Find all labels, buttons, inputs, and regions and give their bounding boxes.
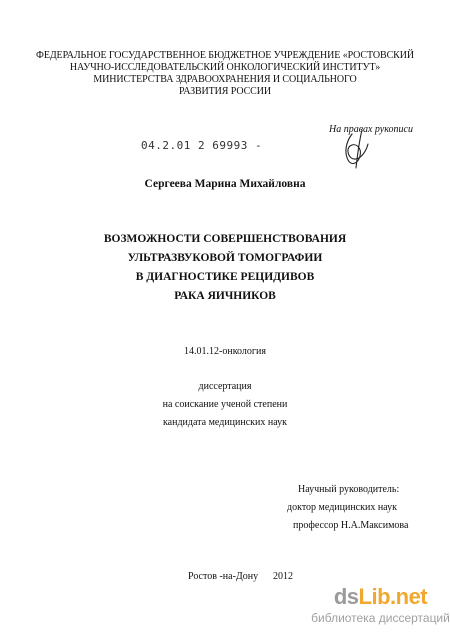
supervisor-name: профессор Н.А.Максимова <box>293 520 409 531</box>
logo-suffix: Lib.net <box>358 584 428 609</box>
dslib-watermark <box>311 578 450 632</box>
dslib-logo <box>311 584 450 610</box>
degree-line-2: на соискание ученой степени <box>162 399 288 410</box>
handwritten-signature <box>338 128 374 170</box>
logo-prefix: ds <box>333 584 359 609</box>
author-name: Сергеева Марина Михайловна <box>144 178 306 190</box>
thesis-title-line-3: В ДИАГНОСТИКЕ РЕЦИДИВОВ <box>135 271 315 283</box>
thesis-title-line-4: РАКА ЯИЧНИКОВ <box>174 290 276 302</box>
institution-line-4: РАЗВИТИЯ РОССИИ <box>179 86 271 97</box>
city: Ростов -на-Дону <box>188 571 259 582</box>
institution-line-2: НАУЧНО-ИССЛЕДОВАТЕЛЬСКИЙ ОНКОЛОГИЧЕСКИЙ ИНСТИТУТ» <box>69 62 381 73</box>
rights-note: На правах рукописи <box>329 124 413 135</box>
supervisor-label: Научный руководитель: <box>298 484 400 495</box>
degree-line-3: кандидата медицинских наук <box>162 417 288 428</box>
archive-stamp-code: 04.2.01 2 69993 - <box>141 139 263 152</box>
specialty-code: 14.01.12-онкология <box>184 346 266 357</box>
thesis-title-line-2: УЛЬТРАЗВУКОВОЙ ТОМОГРАФИИ <box>127 252 323 264</box>
institution-line-1: ФЕДЕРАЛЬНОЕ ГОСУДАРСТВЕННОЕ БЮДЖЕТНОЕ УЧРЕЖДЕНИЕ «РОСТОВСКИЙ <box>36 50 414 61</box>
thesis-title-line-1: ВОЗМОЖНОСТИ СОВЕРШЕНСТВОВАНИЯ <box>103 233 347 245</box>
supervisor-degree: доктор медицинских наук <box>287 502 397 513</box>
watermark-caption: библиотека диссертаций <box>311 611 450 625</box>
degree-line-1: диссертация <box>198 381 252 392</box>
year: 2012 <box>273 571 293 582</box>
institution-line-3: МИНИСТЕРСТВА ЗДРАВООХРАНЕНИЯ И СОЦИАЛЬНОГО <box>93 74 357 85</box>
